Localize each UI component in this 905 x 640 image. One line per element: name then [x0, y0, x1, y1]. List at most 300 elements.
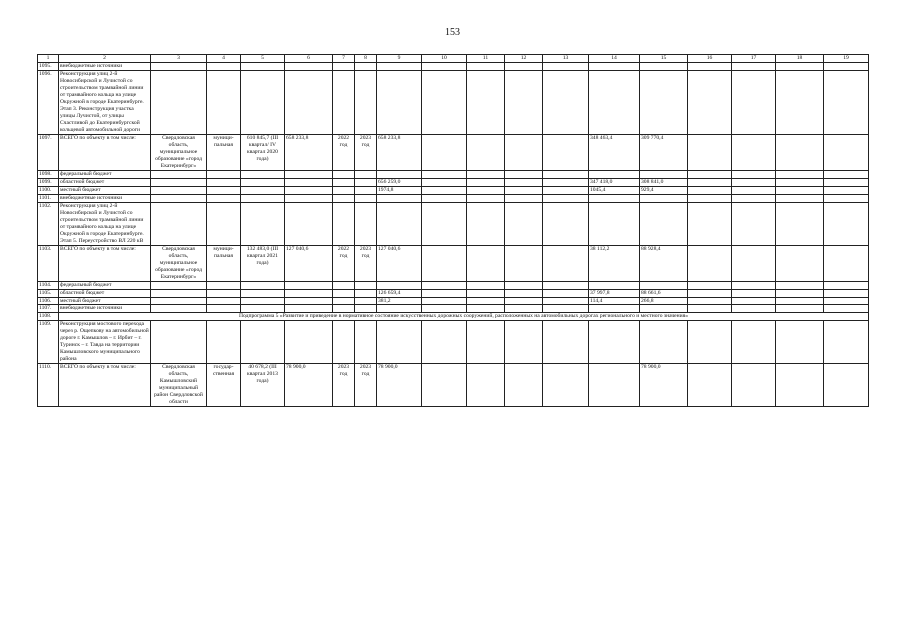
table-cell [377, 70, 422, 134]
table-cell: 78 900,0 [640, 364, 688, 407]
table-cell [688, 245, 732, 281]
table-cell: 348 463,4 [589, 134, 640, 170]
page-number: 153 [445, 27, 460, 38]
table-cell [543, 297, 589, 305]
table-cell: 610 845,7 (III квартал/ IV квартал 2020 года) [241, 134, 285, 170]
table-cell [285, 202, 333, 245]
table-cell [207, 170, 241, 178]
table-row [38, 186, 869, 194]
table-cell [824, 289, 869, 297]
table-cell [732, 305, 776, 313]
table-cell [543, 63, 589, 71]
table-cell: 78 900,0 [285, 364, 333, 407]
row-label: областной бюджет [59, 289, 151, 297]
table-cell [688, 297, 732, 305]
row-label: ВСЕГО по объекту в том числе: [59, 134, 151, 170]
table-cell [355, 170, 377, 178]
table-cell [285, 63, 333, 71]
row-label: внебюджетные источники [59, 194, 151, 202]
table-cell [505, 170, 543, 178]
table-cell [824, 170, 869, 178]
table-cell [732, 297, 776, 305]
table-cell [151, 186, 207, 194]
table-cell [355, 281, 377, 289]
table-cell: муници-пальная [207, 134, 241, 170]
table-row [38, 202, 869, 245]
table-cell [241, 297, 285, 305]
table-cell [207, 63, 241, 71]
row-number: 1110. [38, 364, 59, 407]
row-number: 1107. [38, 305, 59, 313]
table-cell [732, 70, 776, 134]
table-cell [543, 321, 589, 364]
table-cell [422, 134, 467, 170]
table-body [38, 55, 869, 407]
table-cell [467, 281, 505, 289]
row-number: 1096. [38, 70, 59, 134]
table-cell [776, 194, 824, 202]
table-row [38, 364, 869, 407]
table-cell [688, 194, 732, 202]
table-row [38, 63, 869, 71]
table-row [38, 297, 869, 305]
table-cell [505, 178, 543, 186]
table-cell [776, 281, 824, 289]
table-cell [285, 289, 333, 297]
table-cell [688, 305, 732, 313]
table-cell [732, 321, 776, 364]
table-cell [732, 281, 776, 289]
table-cell [355, 178, 377, 186]
table-cell [543, 170, 589, 178]
table-cell [333, 186, 355, 194]
table-cell [151, 321, 207, 364]
table-cell [467, 202, 505, 245]
table-cell [776, 63, 824, 71]
table-cell [422, 170, 467, 178]
table-cell [377, 202, 422, 245]
table-cell: 381,2 [377, 297, 422, 305]
table-cell [505, 364, 543, 407]
table-cell [422, 245, 467, 281]
table-cell [467, 63, 505, 71]
table-cell: 2023 год [355, 134, 377, 170]
table-cell [824, 364, 869, 407]
row-label: местный бюджет [59, 297, 151, 305]
table-cell [640, 281, 688, 289]
table-cell [732, 194, 776, 202]
table-cell [505, 305, 543, 313]
table-cell [207, 202, 241, 245]
table-cell [151, 297, 207, 305]
table-cell [732, 134, 776, 170]
table-cell [377, 321, 422, 364]
table-cell: муници-пальная [207, 245, 241, 281]
table-cell [732, 245, 776, 281]
table-cell: Свердловская область, Камышловский муниципальный район Свердловской области [151, 364, 207, 407]
row-label: внебюджетные источники [59, 305, 151, 313]
table-cell: 308 841,0 [640, 178, 688, 186]
table-cell: 2023 год [355, 245, 377, 281]
table-cell [543, 305, 589, 313]
row-number: 1097. [38, 134, 59, 170]
table-cell [467, 170, 505, 178]
table-cell: 1974,8 [377, 186, 422, 194]
table-cell [543, 194, 589, 202]
table-cell [505, 186, 543, 194]
table-cell: 2022 год [333, 245, 355, 281]
table-cell: 127 040,6 [377, 245, 422, 281]
table-cell [688, 202, 732, 245]
column-header-13: 13 [543, 55, 589, 63]
table-cell [640, 170, 688, 178]
table-cell [333, 63, 355, 71]
row-number: 1102. [38, 202, 59, 245]
column-header-6: 6 [285, 55, 333, 63]
table-cell [422, 364, 467, 407]
table-cell [776, 70, 824, 134]
table-cell [467, 194, 505, 202]
row-label: ВСЕГО по объекту в том числе: [59, 245, 151, 281]
table-row [38, 70, 869, 134]
table-cell [151, 178, 207, 186]
table-cell [422, 297, 467, 305]
row-label: местный бюджет [59, 186, 151, 194]
table-cell [589, 321, 640, 364]
table-cell [543, 134, 589, 170]
table-cell [151, 194, 207, 202]
table-cell [467, 178, 505, 186]
table-cell [589, 70, 640, 134]
table-cell [333, 297, 355, 305]
column-header-5: 5 [241, 55, 285, 63]
table-cell [285, 170, 333, 178]
table-cell: Свердловская область, муниципальное образование «город Екатеринбург» [151, 134, 207, 170]
table-cell [732, 202, 776, 245]
table-cell: 114,4 [589, 297, 640, 305]
table-cell [688, 70, 732, 134]
table-cell [355, 186, 377, 194]
table-cell [688, 281, 732, 289]
table-cell [824, 202, 869, 245]
table-cell [505, 245, 543, 281]
column-header-9: 9 [377, 55, 422, 63]
table-cell [732, 63, 776, 71]
table-cell [422, 289, 467, 297]
table-cell [422, 186, 467, 194]
table-cell [824, 297, 869, 305]
table-cell [505, 63, 543, 71]
table-cell: 127 040,6 [285, 245, 333, 281]
table-cell: 658 233,8 [377, 134, 422, 170]
table-cell [688, 134, 732, 170]
table-cell: государ-ственная [207, 364, 241, 407]
table-cell [543, 202, 589, 245]
table-cell [688, 186, 732, 194]
row-label: федеральный бюджет [59, 170, 151, 178]
row-number: 1100. [38, 186, 59, 194]
table-cell [467, 70, 505, 134]
table-cell: 1045,4 [589, 186, 640, 194]
table-cell [241, 70, 285, 134]
row-number: 1095. [38, 63, 59, 71]
table-cell [377, 170, 422, 178]
subprogram-title: Подпрограмма 5 «Развитие и приведение в нормативное состояние искусственных дорожных сооружений, расположенных на автомобильных дорогах регионального и местного значения» [59, 313, 869, 321]
table-cell [355, 321, 377, 364]
table-cell [207, 194, 241, 202]
table-cell [688, 170, 732, 178]
column-header-17: 17 [732, 55, 776, 63]
column-header-12: 12 [505, 55, 543, 63]
column-header-16: 16 [688, 55, 732, 63]
table-cell [422, 305, 467, 313]
table-cell [589, 305, 640, 313]
table-cell [333, 70, 355, 134]
table-cell [589, 170, 640, 178]
table-cell [467, 245, 505, 281]
table-cell [333, 202, 355, 245]
table-cell [241, 202, 285, 245]
table-cell [241, 63, 285, 71]
table-cell [589, 281, 640, 289]
table-cell: 88 661,6 [640, 289, 688, 297]
table-row [38, 313, 869, 321]
table-cell [241, 178, 285, 186]
table-cell [422, 70, 467, 134]
table-cell [640, 202, 688, 245]
table-cell [241, 194, 285, 202]
table-cell [207, 70, 241, 134]
table-cell [241, 281, 285, 289]
table-cell [505, 289, 543, 297]
table-cell: 347 418,0 [589, 178, 640, 186]
table-cell [640, 63, 688, 71]
table-row [38, 281, 869, 289]
row-number: 1101. [38, 194, 59, 202]
header-row [38, 55, 869, 63]
table-cell [776, 134, 824, 170]
table-cell [824, 305, 869, 313]
column-header-4: 4 [207, 55, 241, 63]
table-cell [543, 186, 589, 194]
table-cell: 658 233,8 [285, 134, 333, 170]
table-cell [688, 289, 732, 297]
table-cell [467, 364, 505, 407]
table-cell [377, 305, 422, 313]
table-cell [824, 63, 869, 71]
table-cell [151, 170, 207, 178]
table-cell: 309 770,4 [640, 134, 688, 170]
row-number: 1106. [38, 297, 59, 305]
column-header-15: 15 [640, 55, 688, 63]
column-header-19: 19 [824, 55, 869, 63]
table-cell [151, 281, 207, 289]
table-cell: 88 928,4 [640, 245, 688, 281]
row-label: Реконструкция улиц 2-й Новосибирской и Лучистой со строительством трамвайной линии от трамвайного кольца на улице Окружной в городе Екатеринбурге. Этап 3. Реконструкция участка улицы Лучистой, от улицы Счастливой до Екатеринбургской кольцевой автомобильной дороги [59, 70, 151, 134]
table-cell [824, 245, 869, 281]
table-cell [589, 194, 640, 202]
table-cell [467, 321, 505, 364]
table-cell [824, 281, 869, 289]
table-cell [640, 194, 688, 202]
table-cell: 656 259,0 [377, 178, 422, 186]
table-cell [505, 70, 543, 134]
table-cell [640, 321, 688, 364]
table-cell [776, 170, 824, 178]
table-cell [377, 63, 422, 71]
table-cell: 132 483,0 (III квартал 2021 года) [241, 245, 285, 281]
column-header-18: 18 [776, 55, 824, 63]
column-header-11: 11 [467, 55, 505, 63]
table-row [38, 305, 869, 313]
table-cell [640, 70, 688, 134]
table-cell [151, 63, 207, 71]
table-cell [543, 70, 589, 134]
table-cell [355, 305, 377, 313]
table-cell [776, 305, 824, 313]
table-cell [422, 321, 467, 364]
table-cell [333, 321, 355, 364]
table-cell [333, 305, 355, 313]
table-cell [285, 281, 333, 289]
table-cell [333, 170, 355, 178]
table-cell [207, 297, 241, 305]
column-header-14: 14 [589, 55, 640, 63]
table-cell [241, 170, 285, 178]
row-label: внебюджетные источники [59, 63, 151, 71]
table-cell [543, 281, 589, 289]
table-cell [241, 305, 285, 313]
row-label: областной бюджет [59, 178, 151, 186]
table-row [38, 134, 869, 170]
table-row [38, 289, 869, 297]
table-cell [589, 364, 640, 407]
table-cell [207, 178, 241, 186]
table-cell [505, 281, 543, 289]
row-number: 1104. [38, 281, 59, 289]
row-label: Реконструкция улиц 2-й Новосибирской и Лучистой со строительством трамвайной линии от трамвайного кольца на улице Окружной в городе Екатеринбурге. Этап 5. Переустройство ВЛ 220 кВ [59, 202, 151, 245]
table-row [38, 170, 869, 178]
table-cell: 126 659,4 [377, 289, 422, 297]
table-cell: Свердловская область, муниципальное образование «город Екатеринбург» [151, 245, 207, 281]
table-cell [543, 364, 589, 407]
row-label: Реконструкция мостового перехода через р. Ощепкову на автомобильной дороге г. Камышлов – г. Ирбит – г. Туринск – г. Тавда на территории Камышловского муниципального района [60, 321, 149, 363]
table-cell [241, 289, 285, 297]
table-cell [505, 321, 543, 364]
table-cell [505, 202, 543, 245]
table-cell [543, 245, 589, 281]
row-number: 1099. [38, 178, 59, 186]
table-cell [422, 202, 467, 245]
table-cell: 929,4 [640, 186, 688, 194]
table-row [38, 194, 869, 202]
table-cell [824, 134, 869, 170]
row-number: 1103. [38, 245, 59, 281]
table-cell [241, 186, 285, 194]
row-number: 1105. [38, 289, 59, 297]
table-cell [776, 178, 824, 186]
table-cell [207, 305, 241, 313]
table-cell [422, 63, 467, 71]
table-cell [589, 202, 640, 245]
table-cell [505, 134, 543, 170]
table-cell [422, 194, 467, 202]
table-cell [151, 305, 207, 313]
table-row [38, 245, 869, 281]
table-cell: 40 678,2 (III квартал 2013 года) [241, 364, 285, 407]
table-cell [732, 289, 776, 297]
table-cell [355, 202, 377, 245]
table-row [38, 321, 869, 364]
table-cell [207, 289, 241, 297]
table-cell [151, 289, 207, 297]
table-cell [776, 186, 824, 194]
table-cell [543, 289, 589, 297]
table-cell [776, 289, 824, 297]
column-header-1: 1 [38, 55, 59, 63]
table-cell [688, 63, 732, 71]
table-cell [207, 186, 241, 194]
table-cell [355, 289, 377, 297]
table-cell [467, 297, 505, 305]
table-cell: 2023 год [355, 364, 377, 407]
row-label: ВСЕГО по объекту в том числе: [59, 364, 151, 407]
table-cell [467, 305, 505, 313]
table-cell [824, 321, 869, 364]
table-cell [241, 321, 285, 364]
table-cell [824, 70, 869, 134]
table-cell [824, 194, 869, 202]
table-cell [776, 297, 824, 305]
table-cell [422, 178, 467, 186]
table-cell [505, 194, 543, 202]
table-cell [151, 202, 207, 245]
table-cell [285, 305, 333, 313]
table-cell [355, 63, 377, 71]
column-header-3: 3 [151, 55, 207, 63]
table-cell: 78 900,0 [377, 364, 422, 407]
table-cell [422, 281, 467, 289]
column-header-7: 7 [333, 55, 355, 63]
table-cell [151, 70, 207, 134]
table-cell [285, 70, 333, 134]
table-cell [776, 202, 824, 245]
table-cell [467, 134, 505, 170]
column-header-2: 2 [59, 55, 151, 63]
table-cell [824, 178, 869, 186]
table-cell [543, 178, 589, 186]
table-cell [207, 321, 241, 364]
table-cell: 38 112,2 [589, 245, 640, 281]
table-cell [355, 194, 377, 202]
table-cell [285, 178, 333, 186]
table-cell [333, 281, 355, 289]
table-cell [467, 289, 505, 297]
table-cell: 2022 год [333, 134, 355, 170]
table-cell: 2023 год [333, 364, 355, 407]
table-cell [732, 170, 776, 178]
table-cell [285, 194, 333, 202]
row-number: 1108. [38, 313, 59, 321]
row-label: федеральный бюджет [59, 281, 151, 289]
table-cell [333, 178, 355, 186]
table-cell [776, 321, 824, 364]
table-cell [285, 321, 333, 364]
table-cell [355, 70, 377, 134]
table-cell [285, 297, 333, 305]
table-cell [732, 186, 776, 194]
row-number: 1109. [38, 321, 59, 364]
